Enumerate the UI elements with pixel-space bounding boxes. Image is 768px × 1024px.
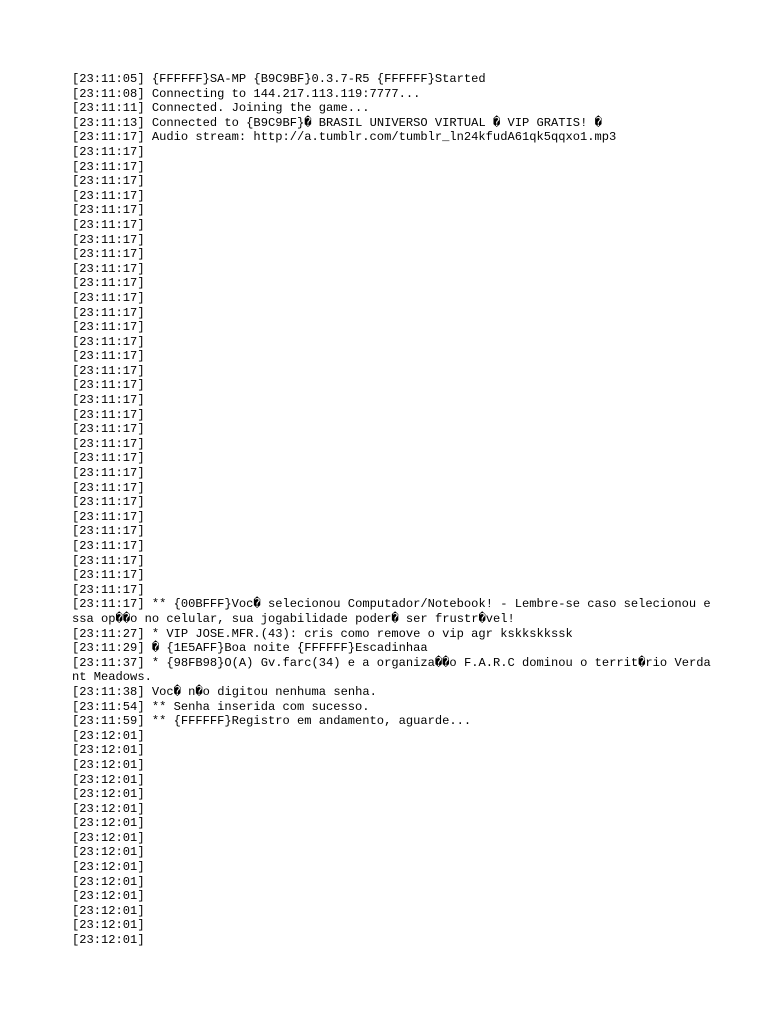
log-line: [23:11:17] Audio stream: http://a.tumblr.com/tumblr_ln24kfudA61qk5qqxo1.mp3 [72,130,617,145]
log-line: [23:12:01] [72,772,145,787]
log-line: [23:12:01] [72,757,145,772]
log-line: [23:11:17] ** {00BFFF}Voc� selecionou Computador/Notebook! - Lembre-se caso selecionou essa op��o no celular, sua jogabilidade poder� ser frustr�vel! [72,597,711,626]
log-line: [23:11:17] [72,582,145,597]
log-line: [23:11:17] [72,436,145,451]
log-line: [23:11:17] [72,305,145,320]
log-line: [23:12:01] [72,903,145,918]
log-line: [23:11:17] [72,378,145,393]
log-line: [23:12:01] [72,728,145,743]
log-line: [23:11:38] Voc� n�o digitou nenhuma senha. [72,684,377,699]
log-line: [23:11:17] [72,144,145,159]
log-line: [23:11:17] [72,363,145,378]
log-line: [23:11:17] [72,422,145,437]
chat-log [72,72,712,948]
log-line: [23:11:17] [72,568,145,583]
log-line: [23:12:01] [72,743,145,758]
log-line: [23:12:01] [72,787,145,802]
log-line: [23:11:17] [72,217,145,232]
log-line: [23:11:29] � {1E5AFF}Boa noite {FFFFFF}Escadinhaa [72,641,428,656]
log-line: [23:11:17] [72,407,145,422]
log-line: [23:11:17] [72,188,145,203]
log-line: [23:11:17] [72,276,145,291]
log-line: [23:12:01] [72,801,145,816]
log-line: [23:11:17] [72,261,145,276]
log-line: [23:11:17] [72,553,145,568]
log-line: [23:11:17] [72,290,145,305]
log-line: [23:12:01] [72,860,145,875]
log-line: [23:11:17] [72,451,145,466]
log-line: [23:11:17] [72,174,145,189]
log-line: [23:11:17] [72,466,145,481]
log-line: [23:12:01] [72,918,145,933]
log-line: [23:11:17] [72,203,145,218]
log-line: [23:11:54] ** Senha inserida com sucesso. [72,699,370,714]
log-line: [23:12:01] [72,874,145,889]
log-line: [23:12:01] [72,889,145,904]
log-line: [23:11:05] {FFFFFF}SA-MP {B9C9BF}0.3.7-R5 {FFFFFF}Started [72,72,486,86]
log-line: [23:11:17] [72,247,145,262]
log-line: [23:11:17] [72,232,145,247]
log-line: [23:12:01] [72,830,145,845]
log-line: [23:11:37] * {98FB98}O(A) Gv.farc(34) e a organiza��o F.A.R.C dominou o territ�rio Verdant Meadows. [72,655,711,685]
log-line: [23:12:01] [72,933,145,948]
log-line: [23:11:17] [72,334,145,349]
log-line: [23:11:17] [72,509,145,524]
log-line: [23:11:27] * VIP JOSE.MFR.(43): cris como remove o vip agr kskkskkssk [72,626,573,641]
log-line: [23:11:17] [72,349,145,364]
log-line: [23:12:01] [72,845,145,860]
log-line: [23:11:17] [72,393,145,408]
log-line: [23:11:17] [72,539,145,553]
log-line: [23:11:17] [72,495,145,510]
log-line: [23:11:17] [72,159,145,174]
log-line: [23:11:17] [72,320,145,335]
log-line: [23:11:17] [72,480,145,495]
log-line: [23:12:01] [72,816,145,831]
log-line: [23:11:59] ** {FFFFFF}Registro em andamento, aguarde... [72,714,472,729]
log-line: [23:11:17] [72,524,145,539]
log-line: [23:11:13] Connected to {B9C9BF}� BRASIL UNIVERSO VIRTUAL � VIP GRATIS! � [72,115,602,130]
log-line: [23:11:11] Connected. Joining the game... [72,101,370,116]
log-line: [23:11:08] Connecting to 144.217.113.119:7777... [72,86,421,101]
